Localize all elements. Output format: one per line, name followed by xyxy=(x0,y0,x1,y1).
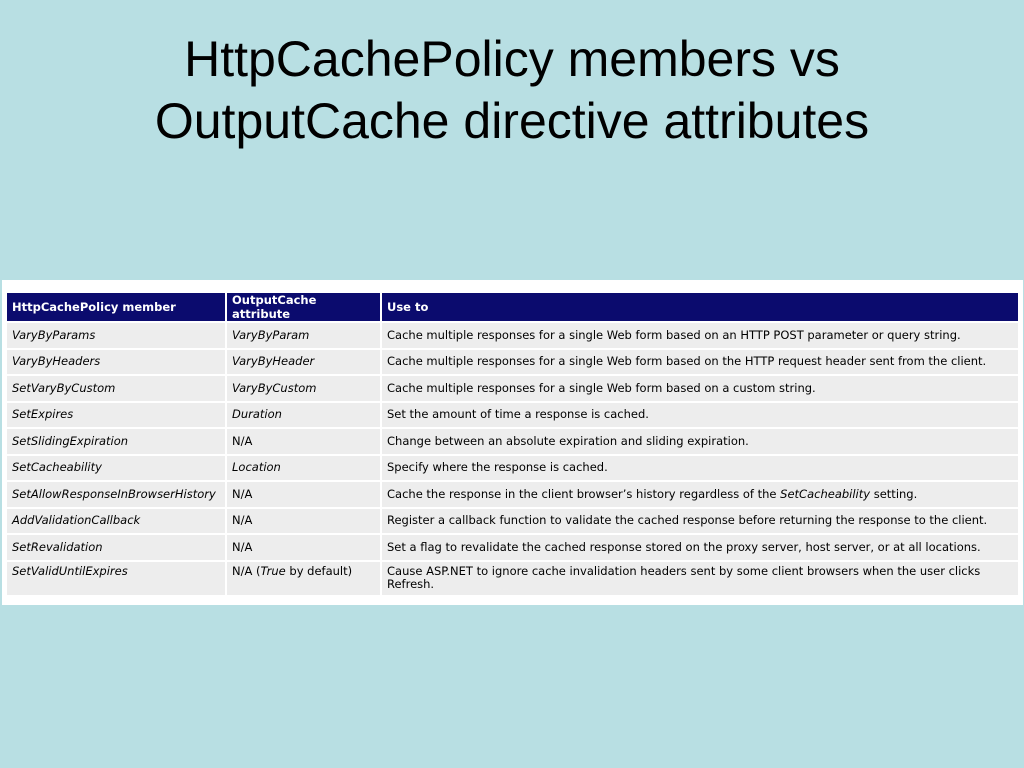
use-text-emphasis: SetCacheability xyxy=(780,486,871,501)
attribute-cell: N/A xyxy=(227,482,380,507)
attribute-cell: Duration xyxy=(227,403,380,428)
table-row xyxy=(7,562,1018,595)
attribute-cell: Location xyxy=(227,456,380,481)
member-cell: SetValidUntilExpires xyxy=(7,562,225,595)
header-use-to: Use to xyxy=(382,293,1018,321)
attribute-cell: N/A xyxy=(227,535,380,560)
member-cell: SetVaryByCustom xyxy=(7,376,225,401)
attribute-text-emphasis: True xyxy=(260,563,286,578)
table-row xyxy=(7,376,1018,401)
member-cell: AddValidationCallback xyxy=(7,509,225,534)
member-cell: SetCacheability xyxy=(7,456,225,481)
slide-title-line-1: HttpCachePolicy members vs xyxy=(184,31,840,87)
table-row xyxy=(7,509,1018,534)
use-cell: Cache multiple responses for a single Web form based on the HTTP request header sent from the client. xyxy=(382,350,1018,375)
table-row xyxy=(7,456,1018,481)
member-cell: SetRevalidation xyxy=(7,535,225,560)
use-cell: Cache multiple responses for a single Web form based on an HTTP POST parameter or query string. xyxy=(382,323,1018,348)
header-attribute: OutputCache attribute xyxy=(227,293,380,321)
attribute-text: N/A ( xyxy=(232,563,261,578)
member-cell: SetExpires xyxy=(7,403,225,428)
table-row xyxy=(7,350,1018,375)
cache-policy-table xyxy=(5,291,1020,597)
attribute-cell: N/A xyxy=(227,509,380,534)
slide-title-line-2: OutputCache directive attributes xyxy=(154,93,870,149)
table-row xyxy=(7,403,1018,428)
attribute-cell: N/A xyxy=(227,429,380,454)
header-member: HttpCachePolicy member xyxy=(7,293,225,321)
table-panel xyxy=(2,280,1023,605)
use-cell xyxy=(382,482,1018,507)
table-row xyxy=(7,429,1018,454)
table-header-row xyxy=(7,293,1018,321)
member-cell: VaryByHeaders xyxy=(7,350,225,375)
table-row xyxy=(7,482,1018,507)
member-cell: SetAllowResponseInBrowserHistory xyxy=(7,482,225,507)
attribute-cell xyxy=(227,562,380,595)
attribute-cell: VaryByParam xyxy=(227,323,380,348)
attribute-cell: VaryByHeader xyxy=(227,350,380,375)
use-cell: Specify where the response is cached. xyxy=(382,456,1018,481)
table-row xyxy=(7,323,1018,348)
slide-title xyxy=(0,28,1024,152)
use-cell: Change between an absolute expiration and sliding expiration. xyxy=(382,429,1018,454)
use-cell: Set the amount of time a response is cached. xyxy=(382,403,1018,428)
use-cell: Set a flag to revalidate the cached response stored on the proxy server, host server, or at all locations. xyxy=(382,535,1018,560)
use-text-end: setting. xyxy=(870,486,918,501)
use-cell: Cache multiple responses for a single Web form based on a custom string. xyxy=(382,376,1018,401)
member-cell: VaryByParams xyxy=(7,323,225,348)
table-row xyxy=(7,535,1018,560)
use-cell: Register a callback function to validate the cached response before returning the response to the client. xyxy=(382,509,1018,534)
member-cell: SetSlidingExpiration xyxy=(7,429,225,454)
attribute-text-end: by default) xyxy=(285,563,353,578)
use-cell: Cause ASP.NET to ignore cache invalidation headers sent by some client browsers when the user clicks Refresh. xyxy=(382,562,1018,595)
attribute-cell: VaryByCustom xyxy=(227,376,380,401)
use-text: Cache the response in the client browser’s history regardless of the xyxy=(387,486,781,501)
